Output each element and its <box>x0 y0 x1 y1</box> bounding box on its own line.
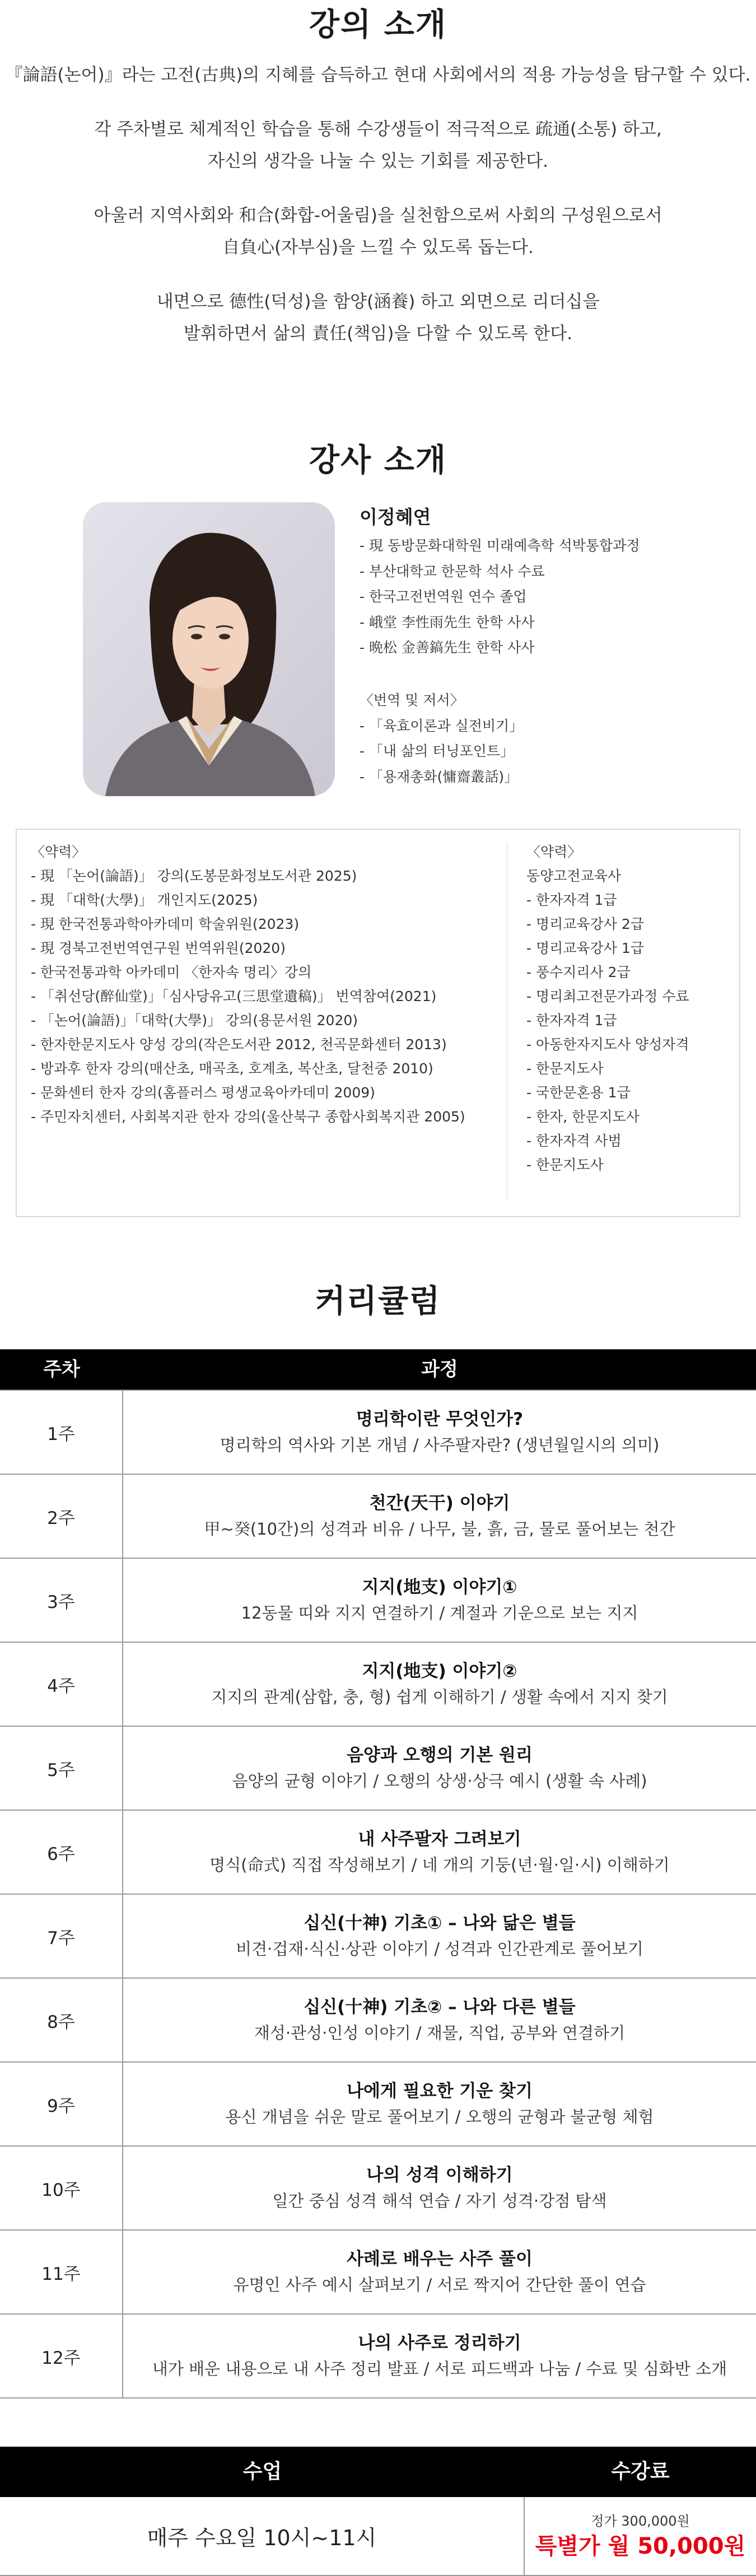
curriculum-title: 커리큘럼 <box>315 1283 441 1320</box>
week-cell: 9주 <box>0 2063 123 2145</box>
course-cell <box>123 1475 756 1558</box>
table-row <box>0 2315 756 2399</box>
class-schedule: 매주 수요일 10시~11시 <box>0 2497 525 2575</box>
course-cell <box>123 2063 756 2145</box>
intro-line-3: 자신의 생각을 나눌 수 있는 기회를 제공한다. <box>207 151 548 171</box>
course-desc: 명식(命式) 직접 작성해보기 / 네 개의 기둥(년·월·일·시) 이해하기 <box>209 1855 670 1874</box>
course-cell <box>123 1391 756 1474</box>
course-cell <box>123 1559 756 1642</box>
book-item: - 「용재총화(慵齋叢話)」 <box>360 768 519 785</box>
course-desc: 명리학의 역사와 기본 개념 / 사주팔자란? (생년월일시의 의미) <box>220 1436 660 1455</box>
col-class-header: 수업 <box>242 2460 282 2483</box>
career-item: - 한문지도사 <box>526 1060 604 1077</box>
week-cell: 8주 <box>0 1979 123 2061</box>
course-cell <box>123 1895 756 1977</box>
week-cell: 3주 <box>0 1559 123 1642</box>
course-cell <box>123 1811 756 1894</box>
col-course-header: 과정 <box>421 1358 458 1381</box>
course-cell <box>123 2147 756 2229</box>
career-item: - 명리교육강사 1급 <box>526 940 644 956</box>
course-cell <box>123 2231 756 2313</box>
week-cell: 10주 <box>0 2147 123 2229</box>
regular-price: 정가 300,000원 <box>591 2513 690 2529</box>
career-item: - 한자자격 1급 <box>526 892 617 908</box>
course-title: 명리학이란 무엇인가? <box>356 1409 524 1429</box>
course-desc: 재성·관성·인성 이야기 / 재물, 직업, 공부와 연결하기 <box>254 2023 626 2042</box>
course-desc: 용신 개념을 쉬운 말로 풀어보기 / 오행의 균형과 불균형 체험 <box>225 2107 654 2126</box>
course-title: 나의 성격 이해하기 <box>366 2165 513 2185</box>
career-item: - 現 「논어(論語)」 강의(도봉문화정보도서관 2025) <box>31 868 357 884</box>
intro-line-6: 내면으로 德性(덕성)을 함양(涵養) 하고 외면으로 리더십을 <box>156 292 600 312</box>
intro-line-4: 아울러 지역사회와 和合(화합-어울림)을 실천함으로써 사회의 구성원으로서 <box>94 205 662 226</box>
course-title: 십신(十神) 기초① – 나와 닮은 별들 <box>304 1913 576 1933</box>
instructor-bio-list <box>360 533 640 661</box>
course-cell <box>123 1979 756 2061</box>
course-desc: 甲~癸(10간)의 성격과 비유 / 나무, 불, 흙, 금, 물로 풀어보는 천간 <box>204 1520 675 1539</box>
course-title: 지지(地支) 이야기① <box>362 1577 517 1597</box>
table-row <box>0 1559 756 1643</box>
books-header: 〈번역 및 저서〉 <box>360 692 464 708</box>
table-row <box>0 1811 756 1895</box>
class-info-row <box>0 2497 756 2576</box>
instructor-photo <box>83 502 335 796</box>
book-item: - 「육효이론과 실전비기」 <box>360 717 524 734</box>
intro-title: 강의 소개 <box>309 7 447 43</box>
course-title: 사례로 배우는 사주 풀이 <box>347 2249 533 2269</box>
course-title: 천간(天干) 이야기 <box>369 1493 510 1513</box>
career-item: - 한자한문지도사 양성 강의(작은도서관 2012, 천곡문화센터 2013) <box>31 1036 447 1053</box>
career-item: - 국한문혼용 1급 <box>526 1084 631 1101</box>
career-item: - 방과후 한자 강의(매산초, 매곡초, 호계초, 복산초, 달천중 2010) <box>31 1060 433 1077</box>
intro-line-2: 각 주차별로 체계적인 학습을 통해 수강생들이 적극적으로 疏通(소통) 하고, <box>94 119 662 139</box>
table-row <box>0 1979 756 2063</box>
course-desc: 12동물 띠와 지지 연결하기 / 계절과 기운으로 보는 지지 <box>241 1603 638 1623</box>
career-item: - 명리최고전문가과정 수료 <box>526 988 689 1004</box>
career-item: - 한자자격 1급 <box>526 1012 617 1028</box>
table-row <box>0 1391 756 1475</box>
course-title: 십신(十神) 기초② – 나와 다른 별들 <box>304 1997 576 2017</box>
col-fee-header: 수강료 <box>611 2460 670 2483</box>
special-price: 특별가 월 50,000원 <box>535 2533 746 2559</box>
career-item: - 풍수지리사 2급 <box>526 964 631 980</box>
course-title: 음양과 오행의 기본 원리 <box>347 1745 533 1765</box>
instructor-name: 이정혜연 <box>360 506 431 528</box>
course-title: 지지(地支) 이야기② <box>362 1661 517 1681</box>
course-desc: 비견·겁재·식신·상관 이야기 / 성격과 인간관계로 풀어보기 <box>236 1939 643 1958</box>
career-item: - 現 한국전통과학아카데미 학술위원(2023) <box>31 916 300 932</box>
table-row <box>0 1727 756 1811</box>
career-item: - 한자, 한문지도사 <box>526 1109 640 1125</box>
week-cell: 1주 <box>0 1391 123 1474</box>
course-desc: 유명인 사주 예시 살펴보기 / 서로 짝지어 간단한 풀이 연습 <box>233 2275 646 2294</box>
table-row <box>0 2147 756 2231</box>
curriculum-table-header <box>0 1349 756 1390</box>
week-cell: 2주 <box>0 1475 123 1558</box>
course-title: 나에게 필요한 기운 찾기 <box>347 2081 533 2101</box>
bio-item: - 부산대학교 한문학 석사 수료 <box>360 563 545 579</box>
course-desc: 내가 배운 내용으로 내 사주 정리 발표 / 서로 피드백과 나눔 / 수료 및 심화반 소개 <box>152 2359 727 2378</box>
book-item: - 「내 삶의 터닝포인트」 <box>360 743 515 759</box>
career-item: - 現 경북고전번역연구원 번역위원(2020) <box>31 940 286 956</box>
table-row <box>0 1643 756 1727</box>
instructor-title: 강사 소개 <box>309 442 447 479</box>
week-cell: 5주 <box>0 1727 123 1810</box>
class-info-header <box>0 2447 756 2497</box>
course-cell <box>123 2315 756 2397</box>
col-week-header: 주차 <box>43 1358 80 1381</box>
week-cell: 7주 <box>0 1895 123 1977</box>
bio-item: - 晩松 金善鎬先生 한학 사사 <box>360 639 535 656</box>
course-cell <box>123 1727 756 1810</box>
career-item: - 아동한자지도사 양성자격 <box>526 1036 689 1053</box>
career-item: - 한문지도사 <box>526 1157 604 1173</box>
fee-cell <box>525 2497 756 2575</box>
table-row <box>0 1895 756 1979</box>
career-item: - 現 「대학(大學)」 개인지도(2025) <box>31 892 258 908</box>
career-right-list <box>526 840 689 1177</box>
career-item: - 「취선당(醉仙堂)」「심사당유고(三思堂遺稿)」 번역참여(2021) <box>31 988 437 1004</box>
intro-line-5: 自負心(자부심)을 느낄 수 있도록 돕는다. <box>222 237 534 258</box>
intro-line-1: 『論語(논어)』라는 고전(古典)의 지혜를 습득하고 현대 사회에서의 적용 가능성을 탐구할 수 있다. <box>5 65 751 85</box>
table-row <box>0 2063 756 2147</box>
career-item: - 문화센터 한자 강의(홈플러스 평생교육아카데미 2009) <box>31 1084 375 1101</box>
career-item: - 명리교육강사 2급 <box>526 916 644 932</box>
course-cell <box>123 1643 756 1726</box>
week-cell: 11주 <box>0 2231 123 2313</box>
week-cell: 4주 <box>0 1643 123 1726</box>
career-item: - 「논어(論語)」「대학(大學)」 강의(용문서원 2020) <box>31 1012 358 1028</box>
career-item: - 한자자격 사범 <box>526 1133 622 1149</box>
week-cell: 12주 <box>0 2315 123 2397</box>
career-item: 동양고전교육사 <box>526 868 622 884</box>
intro-line-7: 발휘하면서 삶의 責任(책임)을 다할 수 있도록 한다. <box>183 324 573 344</box>
career-item: - 한국전통과학 아카데미 〈한자속 명리〉강의 <box>31 964 312 980</box>
course-title: 나의 사주로 정리하기 <box>358 2333 521 2353</box>
course-title: 내 사주팔자 그려보기 <box>358 1829 521 1849</box>
table-row <box>0 2231 756 2315</box>
course-desc: 지지의 관계(삼합, 충, 형) 쉽게 이해하기 / 생활 속에서 지지 찾기 <box>211 1687 668 1707</box>
career-right-header: 〈약력〉 <box>526 844 582 860</box>
course-desc: 일간 중심 성격 해석 연습 / 자기 성격·강점 탐색 <box>272 2191 607 2210</box>
career-left-header: 〈약력〉 <box>31 844 86 860</box>
bio-item: - 峨堂 李性雨先生 한학 사사 <box>360 614 535 630</box>
bio-item: - 現 동방문화대학원 미래예측학 석박통합과정 <box>360 537 640 554</box>
career-item: - 주민자치센터, 사회복지관 한자 강의(울산북구 종합사회복지관 2005) <box>31 1109 465 1125</box>
bio-item: - 한국고전번역원 연수 졸업 <box>360 588 527 605</box>
portrait-image <box>83 502 335 796</box>
week-cell: 6주 <box>0 1811 123 1894</box>
career-left-list <box>31 840 465 1129</box>
course-desc: 음양의 균형 이야기 / 오행의 상생·상극 예시 (생활 속 사례) <box>232 1771 647 1790</box>
instructor-books-list <box>360 688 523 789</box>
table-row <box>0 1475 756 1559</box>
